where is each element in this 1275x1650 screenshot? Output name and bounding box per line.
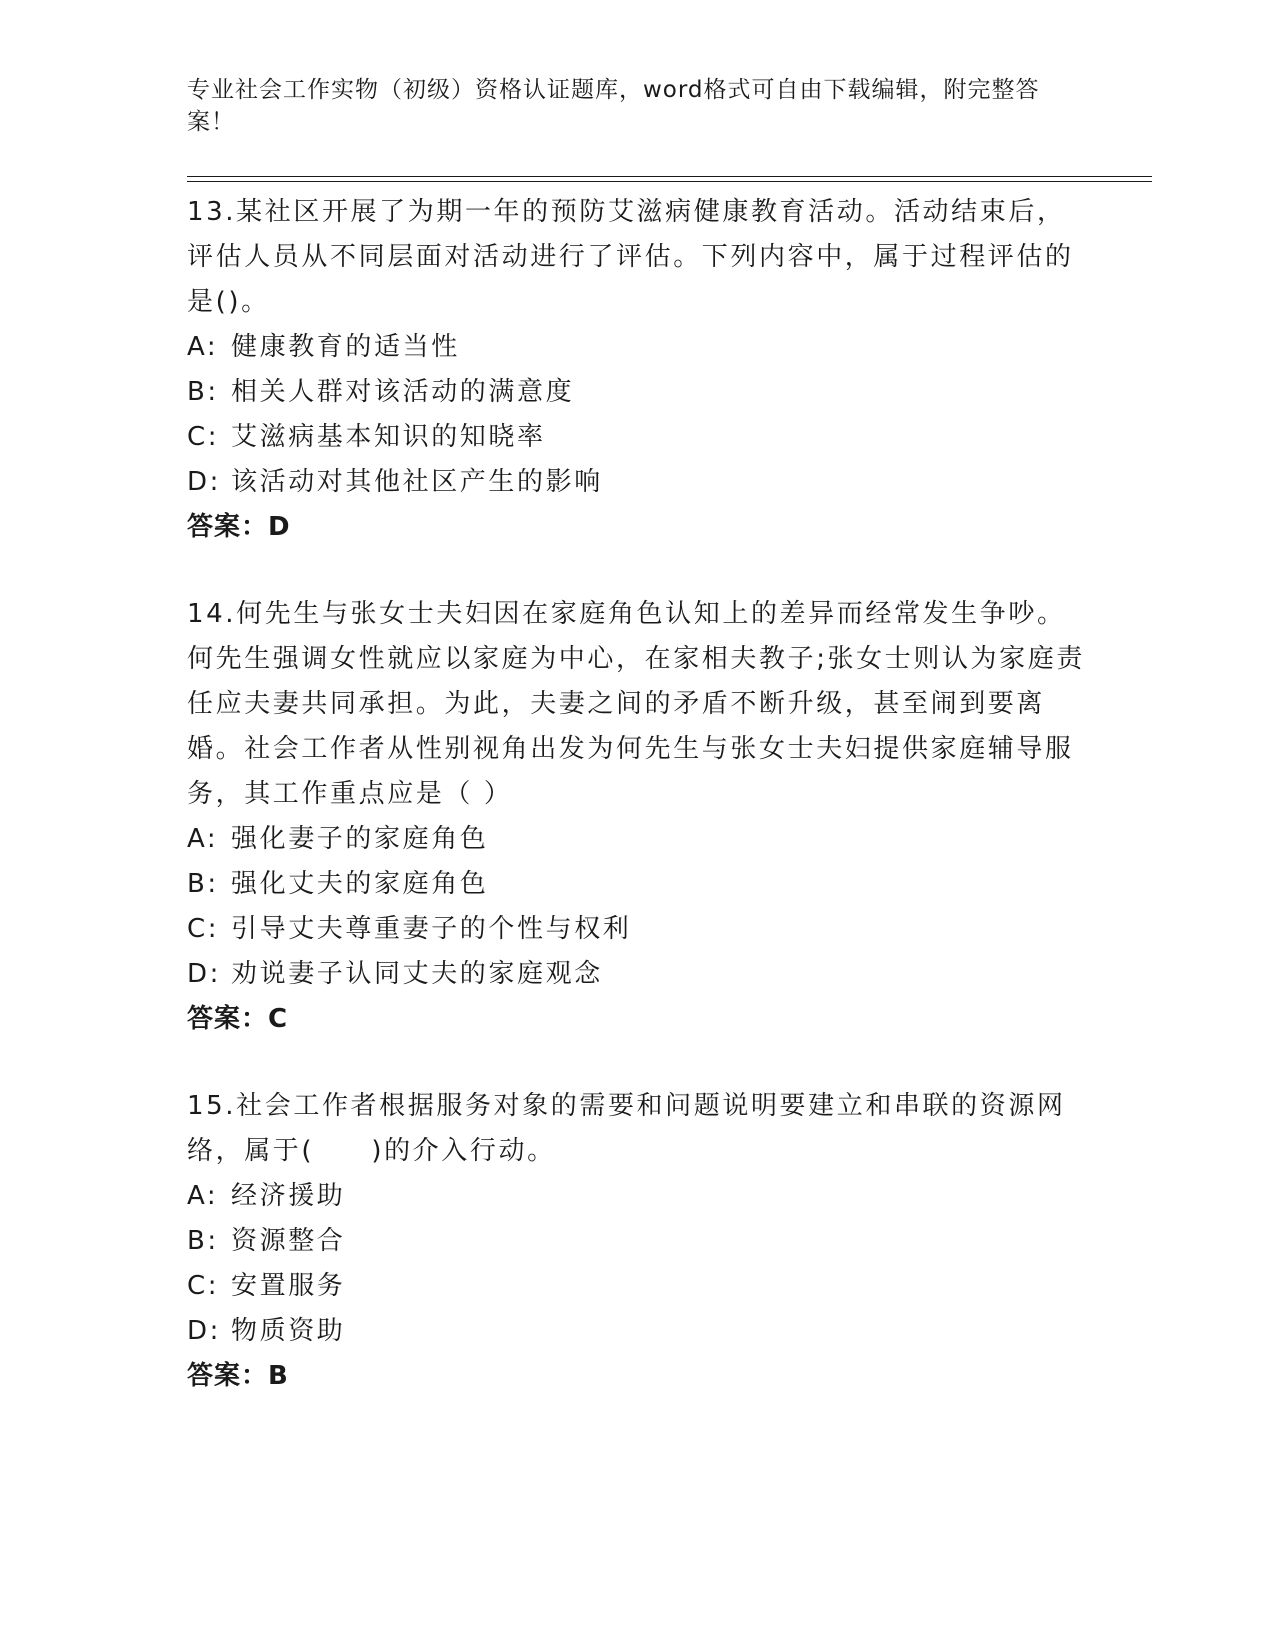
question-14: [187, 592, 1087, 1042]
option-b: [187, 1219, 1087, 1264]
option-d: [187, 952, 1087, 997]
page-header: 专业社会工作实物（初级）资格认证题库，word格式可自由下载编辑，附完整答案！: [187, 77, 1040, 135]
answer: 答案：C: [187, 1004, 289, 1034]
option-d: [187, 460, 1087, 505]
option-key: A:: [187, 1181, 219, 1211]
option-text: 强化丈夫的家庭角色: [231, 869, 489, 899]
option-text: 相关人群对该活动的满意度: [231, 377, 575, 407]
option-text: 资源整合: [231, 1226, 346, 1256]
question-stem: 13.某社区开展了为期一年的预防艾滋病健康教育活动。活动结束后，评估人员从不同层面对活动进行了评估。下列内容中，属于过程评估的是()。: [187, 197, 1074, 317]
option-key: A:: [187, 332, 219, 362]
option-key: D:: [187, 1316, 221, 1346]
option-text: 物质资助: [231, 1316, 346, 1346]
header-rule-top: [187, 176, 1152, 177]
option-key: C:: [187, 422, 220, 452]
header-rule-bottom: [187, 181, 1152, 182]
option-key: C:: [187, 914, 220, 944]
option-d: [187, 1309, 1087, 1354]
answer: 答案：B: [187, 1361, 289, 1391]
option-key: D:: [187, 959, 221, 989]
question-list: [187, 190, 1087, 1399]
option-text: 强化妻子的家庭角色: [231, 824, 489, 854]
answer: 答案：D: [187, 512, 291, 542]
question-stem: 15.社会工作者根据服务对象的需要和问题说明要建立和串联的资源网络，属于( )的介入行动。: [187, 1091, 1066, 1166]
question-15: [187, 1084, 1087, 1399]
option-c: [187, 1264, 1087, 1309]
option-a: [187, 817, 1087, 862]
option-key: A:: [187, 824, 219, 854]
option-key: B:: [187, 869, 219, 899]
option-text: 经济援助: [231, 1181, 346, 1211]
question-13: [187, 190, 1087, 550]
option-text: 艾滋病基本知识的知晓率: [231, 422, 546, 452]
option-key: D:: [187, 467, 221, 497]
option-key: B:: [187, 377, 219, 407]
option-b: [187, 862, 1087, 907]
option-key: C:: [187, 1271, 220, 1301]
option-text: 该活动对其他社区产生的影响: [231, 467, 603, 497]
option-c: [187, 415, 1087, 460]
option-a: [187, 325, 1087, 370]
option-a: [187, 1174, 1087, 1219]
option-c: [187, 907, 1087, 952]
option-text: 安置服务: [231, 1271, 346, 1301]
option-text: 引导丈夫尊重妻子的个性与权利: [231, 914, 632, 944]
option-b: [187, 370, 1087, 415]
option-key: B:: [187, 1226, 219, 1256]
question-stem: 14.何先生与张女士夫妇因在家庭角色认知上的差异而经常发生争吵。何先生强调女性就应以家庭为中心，在家相夫教子;张女士则认为家庭责任应夫妻共同承担。为此，夫妻之间的矛盾不断升级，甚至闹到要离婚。社会工作者从性别视角出发为何先生与张女士夫妇提供家庭辅导服务，其工作重点应是（ ）: [187, 599, 1085, 809]
option-text: 健康教育的适当性: [231, 332, 460, 362]
option-text: 劝说妻子认同丈夫的家庭观念: [231, 959, 603, 989]
